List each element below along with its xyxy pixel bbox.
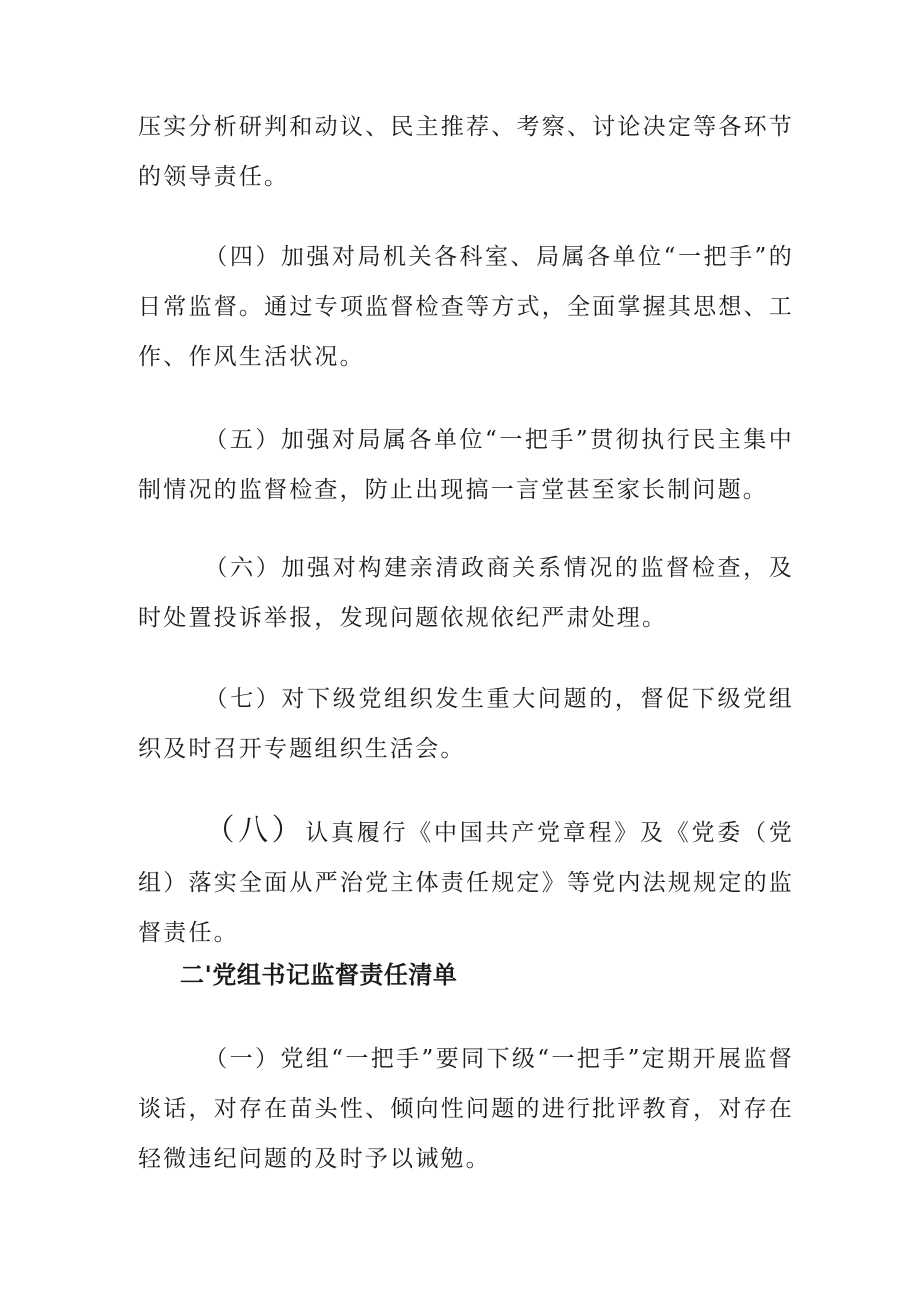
section-heading: 二'党组书记监督责任清单 xyxy=(180,961,458,989)
paragraph-continuation: 压实分析研判和动议、民主推荐、考察、讨论决定等各环节的领导责任。 xyxy=(138,114,794,190)
paragraph-item-8-lead: （八） xyxy=(204,813,306,848)
paragraph-item-7: （七）对下级党组织发生重大问题的，督促下级党组织及时召开专题组织生活会。 xyxy=(138,686,794,762)
section-paragraph-item-1: （一）党组“一把手”要同下级“一把手”定期开展监督谈话，对存在苗头性、倾向性问题的进行批评教育，对存在轻微违纪问题的及时予以诫勉。 xyxy=(138,1046,794,1172)
paragraph-item-4: （四）加强对局机关各科室、局属各单位“一把手”的日常监督。通过专项监督检查等方式，全面掌握其思想、工作、作风生活状况。 xyxy=(138,244,794,370)
paragraph-item-5: （五）加强对局属各单位“一把手”贯彻执行民主集中制情况的监督检查，防止出现搞一言堂甚至家长制问题。 xyxy=(138,427,794,503)
paragraph-item-6: （六）加强对构建亲清政商关系情况的监督检查，及时处置投诉举报，发现问题依规依纪严肃处理。 xyxy=(138,555,794,631)
paragraph-item-8: （八）认真履行《中国共产党章程》及《党委（党组）落实全面从严治党主体责任规定》等党内法规规定的监督责任。 xyxy=(138,813,794,946)
